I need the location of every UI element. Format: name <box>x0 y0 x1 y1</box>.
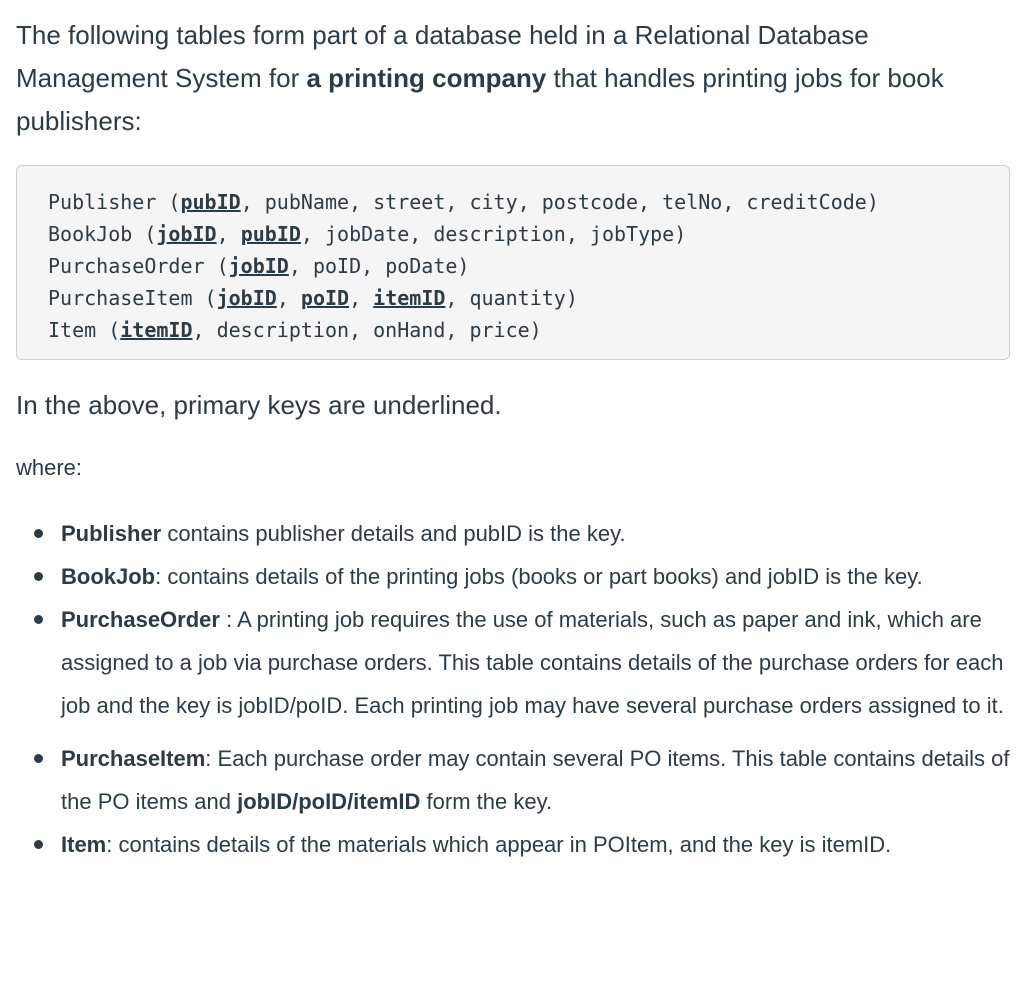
table-description-list <box>0 512 1024 866</box>
schema-bookjob <box>48 218 1009 250</box>
schema-purchaseitem <box>48 282 1009 314</box>
primary-key: pubID <box>180 190 241 214</box>
paren-open: ( <box>132 222 157 246</box>
list-item-term: Publisher <box>61 521 162 546</box>
intro-text-start: The following tables form part of a database held in a Relational Database Management System for <box>16 20 869 93</box>
list-item-text: : contains details of the printing jobs (books or part books) and jobID is the key. <box>155 564 923 589</box>
list-item-text: : Each purchase order may contain several PO items. This table contains details of the PO items and <box>61 746 1010 814</box>
attribute-list: , poID, poDate) <box>288 254 470 278</box>
intro-paragraph <box>16 14 1016 143</box>
attribute-list: , jobDate, description, jobType) <box>300 222 687 246</box>
paren-open: ( <box>192 286 217 310</box>
list-item-term: BookJob <box>61 564 156 589</box>
table-name: Publisher <box>48 190 157 214</box>
schema-purchaseorder <box>48 250 1009 282</box>
paren-open: ( <box>204 254 229 278</box>
list-item-text: : A printing job requires the use of materials, such as paper and ink, which are assigned to a job via purchase orders. This table contains details of the purchase orders for each job and the key is jobID/poID. Each printing job may have several purchase orders assigned to it. <box>61 607 1004 718</box>
list-item-purchaseitem <box>0 737 1024 823</box>
list-item-purchaseorder <box>0 598 1024 727</box>
list-item-bookjob <box>0 555 1024 598</box>
intro-company-bold: a printing company <box>306 63 547 93</box>
primary-key: itemID <box>373 286 446 310</box>
paren-open: ( <box>156 190 181 214</box>
attribute-list: , pubName, street, city, postcode, telNo, creditCode) <box>240 190 879 214</box>
primary-key: pubID <box>240 222 301 246</box>
list-item-term: PurchaseItem <box>61 746 206 771</box>
list-item-text: : contains details of the materials which appear in POItem, and the key is itemID. <box>106 832 892 857</box>
schema-code-block <box>16 165 1010 360</box>
table-name: BookJob <box>48 222 133 246</box>
list-item-term: Item <box>61 832 107 857</box>
list-item-term: PurchaseOrder <box>61 607 220 632</box>
table-name: PurchaseOrder <box>48 254 205 278</box>
paren-open: ( <box>96 318 121 342</box>
primary-key: itemID <box>120 318 193 342</box>
intro-text-end: that handles printing jobs for book publishers: <box>16 63 944 136</box>
attribute-list: , description, onHand, price) <box>192 318 542 342</box>
separator: , <box>216 222 241 246</box>
where-label: where: <box>16 455 83 480</box>
table-name: Item <box>48 318 97 342</box>
primary-key: jobID <box>228 254 289 278</box>
list-item-item <box>0 823 1024 866</box>
primary-key: jobID <box>156 222 217 246</box>
separator: , <box>349 286 374 310</box>
list-item-publisher <box>0 512 1024 555</box>
table-name: PurchaseItem <box>48 286 193 310</box>
primary-key: jobID <box>216 286 277 310</box>
separator: , <box>276 286 301 310</box>
primary-key-note: In the above, primary keys are underlined. <box>16 390 502 420</box>
attribute-list: , quantity) <box>445 286 578 310</box>
list-item-key-bold: jobID/poID/itemID <box>237 789 421 814</box>
schema-publisher <box>48 186 1009 218</box>
list-item-text: contains publisher details and pubID is the key. <box>161 521 626 546</box>
list-item-text-end: form the key. <box>420 789 553 814</box>
primary-key: poID <box>300 286 350 310</box>
schema-item <box>48 314 1009 346</box>
